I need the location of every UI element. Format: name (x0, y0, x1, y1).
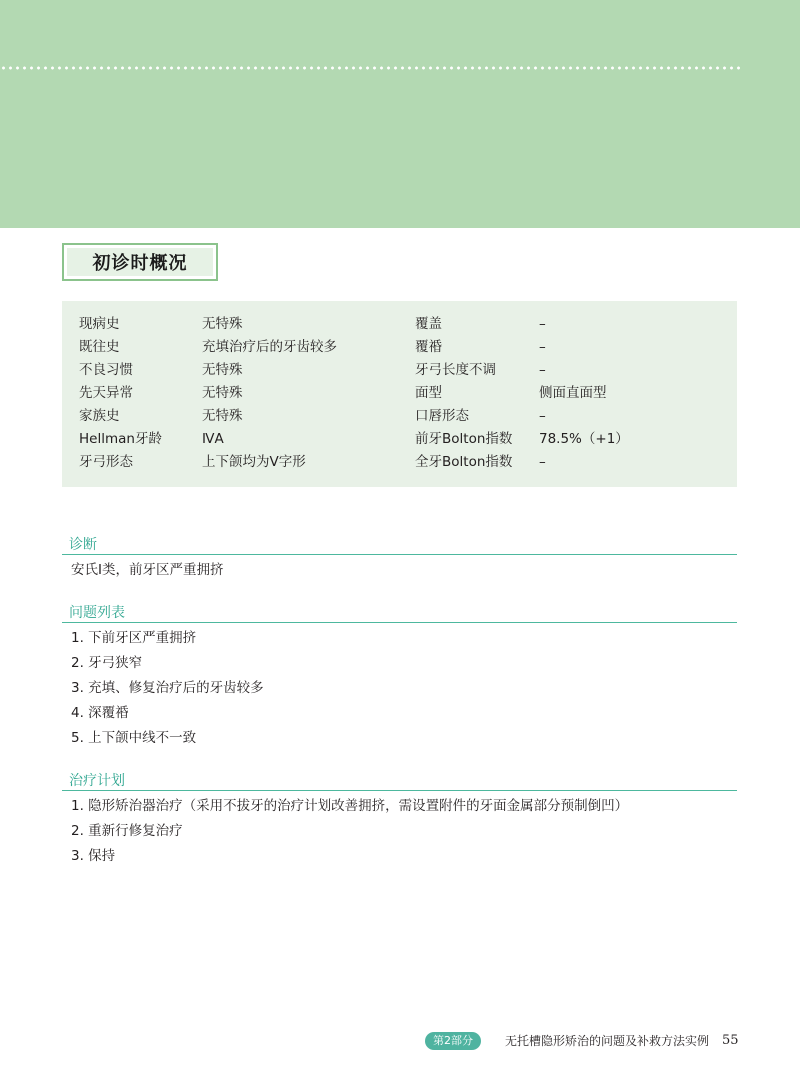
table-row (62, 382, 737, 405)
list-item: 3. 保持 (71, 848, 116, 864)
row-label-2: 全牙Bolton指数 (415, 454, 513, 470)
header-banner (0, 0, 800, 228)
row-value: 无特殊 (202, 385, 243, 401)
row-label: 不良习惯 (79, 362, 133, 378)
problems-heading: 问题列表 (69, 605, 125, 621)
section-divider (62, 790, 737, 791)
list-item: 5. 上下颌中线不一致 (71, 730, 197, 746)
row-label: 家族史 (79, 408, 120, 424)
row-label: Hellman牙龄 (79, 431, 162, 447)
dotted-divider (0, 66, 742, 70)
row-value-2: – (539, 408, 546, 424)
row-value: 上下颌均为V字形 (202, 454, 306, 470)
row-label: 既往史 (79, 339, 120, 355)
row-label: 牙弓形态 (79, 454, 133, 470)
row-label-2: 面型 (415, 385, 442, 401)
row-label-2: 前牙Bolton指数 (415, 431, 513, 447)
row-value: 无特殊 (202, 362, 243, 378)
table-row (62, 451, 737, 474)
row-value-2: 侧面直面型 (539, 385, 607, 401)
row-value-2: – (539, 454, 546, 470)
diagnosis-heading: 诊断 (69, 537, 97, 553)
table-row (62, 359, 737, 382)
row-value-2: – (539, 362, 546, 378)
row-label-2: 口唇形态 (415, 408, 469, 424)
chapter-title: 无托槽隐形矫治的问题及补救方法实例 (505, 1034, 710, 1048)
list-item: 1. 隐形矫治器治疗（采用不拔牙的治疗计划改善拥挤，需设置附件的牙面金属部分预制倒凹） (71, 798, 629, 814)
diagnosis-text: 安氏Ⅰ类，前牙区严重拥挤 (71, 562, 224, 578)
part-tag: 第2部分 (425, 1032, 481, 1050)
table-row (62, 313, 737, 336)
row-value: 充填治疗后的牙齿较多 (202, 339, 337, 355)
table-row (62, 336, 737, 359)
list-item: 4. 深覆䄑 (71, 705, 129, 721)
section-title: 初诊时概况 (67, 248, 213, 276)
row-label-2: 牙弓长度不调 (415, 362, 496, 378)
row-label-2: 覆盖 (415, 316, 442, 332)
row-value-2: 78.5%（+1） (539, 431, 629, 447)
section-title-box (62, 243, 218, 281)
list-item: 2. 牙弓狭窄 (71, 655, 143, 671)
table-row (62, 405, 737, 428)
list-item: 3. 充填、修复治疗后的牙齿较多 (71, 680, 264, 696)
page-number: 55 (722, 1033, 739, 1048)
list-item: 1. 下前牙区严重拥挤 (71, 630, 197, 646)
row-value-2: – (539, 339, 546, 355)
row-value: ⅣA (202, 431, 224, 447)
section-divider (62, 554, 737, 555)
row-value-2: – (539, 316, 546, 332)
row-label: 现病史 (79, 316, 120, 332)
overview-table (62, 301, 737, 487)
row-value: 无特殊 (202, 316, 243, 332)
section-divider (62, 622, 737, 623)
row-label-2: 覆䄑 (415, 339, 442, 355)
treatment-heading: 治疗计划 (69, 773, 125, 789)
table-row (62, 428, 737, 451)
row-value: 无特殊 (202, 408, 243, 424)
row-label: 先天异常 (79, 385, 133, 401)
list-item: 2. 重新行修复治疗 (71, 823, 183, 839)
